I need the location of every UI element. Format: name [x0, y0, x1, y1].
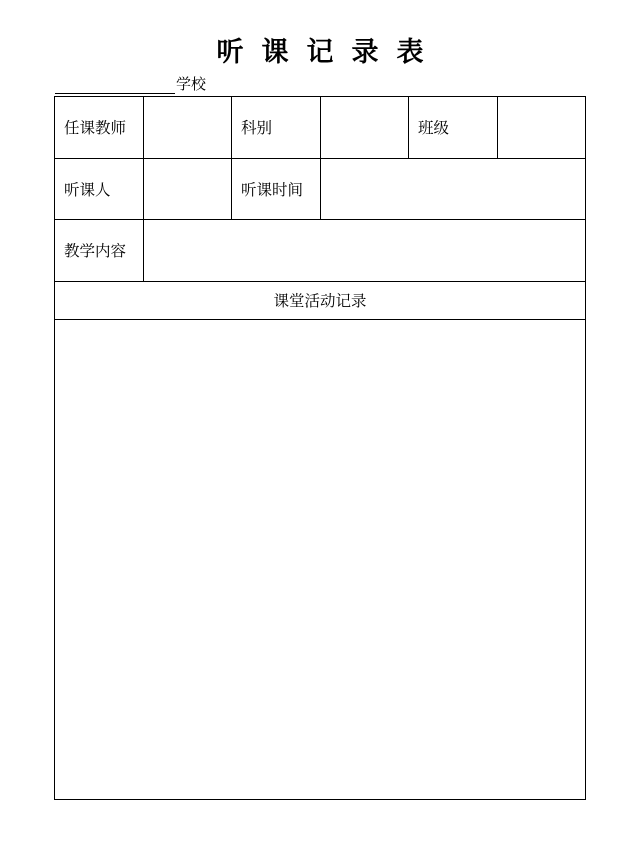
time-value-cell[interactable]	[321, 159, 585, 220]
listener-label: 听课人	[55, 159, 144, 220]
form-row-teacher	[55, 97, 585, 159]
page-title: 听课记录表	[216, 37, 442, 68]
content-value-cell[interactable]	[144, 220, 585, 281]
subject-label: 科别	[232, 97, 321, 158]
class-value-cell[interactable]	[498, 97, 585, 158]
time-label: 听课时间	[232, 159, 321, 220]
subject-value-cell[interactable]	[321, 97, 409, 158]
form-row-listener	[55, 159, 585, 221]
content-label: 教学内容	[55, 220, 144, 281]
teacher-label: 任课教师	[55, 97, 144, 158]
school-label: 学校	[176, 75, 207, 93]
listener-value-cell[interactable]	[144, 159, 232, 220]
lecture-record-form	[54, 96, 586, 800]
form-row-activity-header	[55, 282, 585, 320]
form-row-content	[55, 220, 585, 282]
teacher-value-cell[interactable]	[144, 97, 232, 158]
school-field	[55, 74, 206, 94]
class-label: 班级	[409, 97, 498, 158]
school-blank-line[interactable]	[55, 76, 175, 94]
activity-header: 课堂活动记录	[273, 292, 367, 310]
activity-record-area[interactable]	[55, 320, 585, 800]
